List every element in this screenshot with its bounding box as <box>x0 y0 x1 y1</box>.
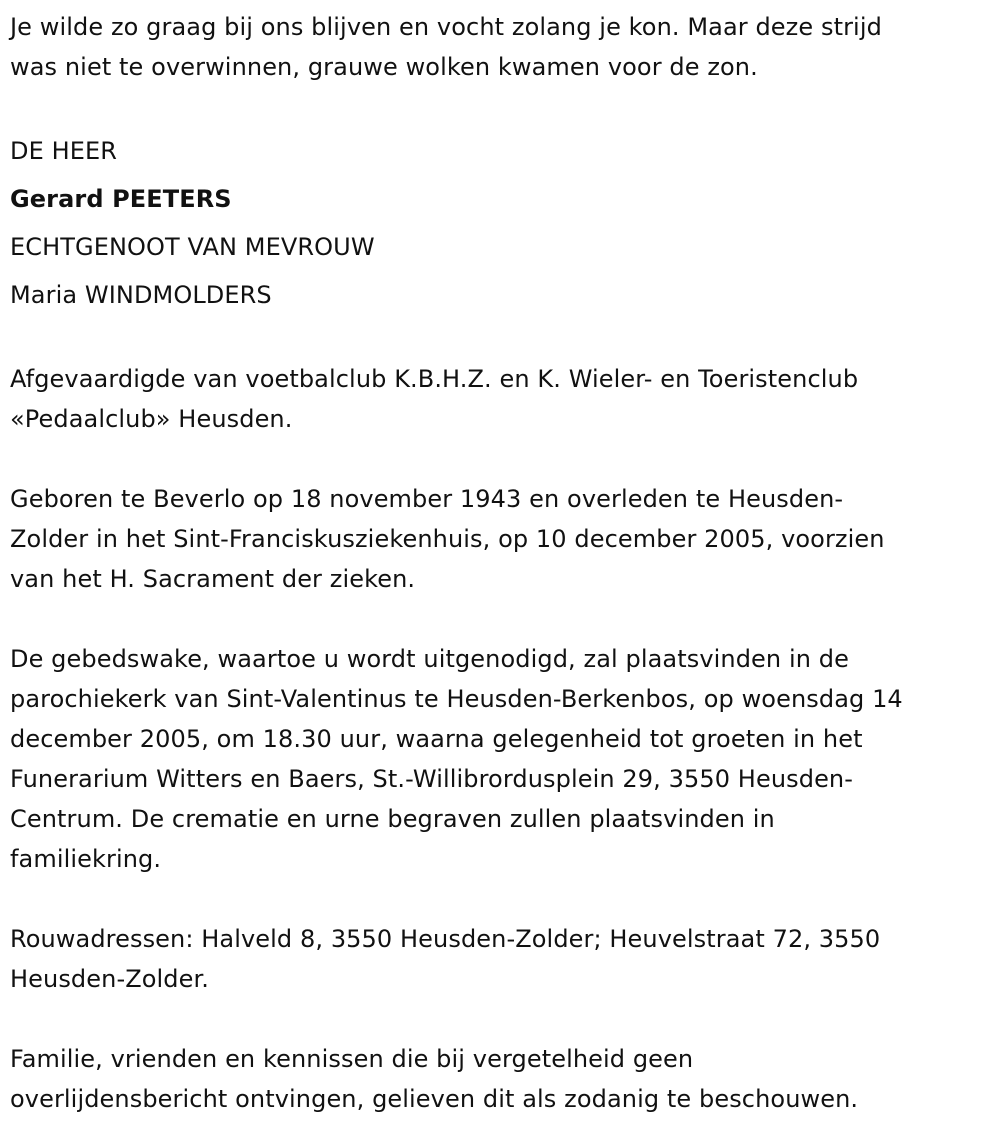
paragraph-line: Geboren te Beverlo op 18 november 1943 en overleden te Heusden- <box>10 485 844 513</box>
paragraph-line: Afgevaardigde van voetbalclub K.B.H.Z. en K. Wieler- en Toeristenclub <box>10 365 859 393</box>
paragraph-line: De gebedswake, waartoe u wordt uitgenodigd, zal plaatsvinden in de <box>10 645 849 673</box>
paragraph-line: Centrum. De crematie en urne begraven zullen plaatsvinden in <box>10 805 775 833</box>
paragraph-line: december 2005, om 18.30 uur, waarna gelegenheid tot groeten in het <box>10 725 863 753</box>
affiliation-paragraph <box>10 359 990 439</box>
closing-paragraph <box>10 1039 990 1119</box>
paragraph-line: van het H. Sacrament der zieken. <box>10 565 416 593</box>
paragraph-line: familiekring. <box>10 845 162 873</box>
opening-poem <box>10 7 990 87</box>
address-paragraph <box>10 919 990 999</box>
paragraph-line: «Pedaalclub» Heusden. <box>10 405 293 433</box>
ceremony-paragraph <box>10 639 990 879</box>
deceased-header <box>10 127 990 319</box>
poem-line: was niet te overwinnen, grauwe wolken kwamen voor de zon. <box>10 53 758 81</box>
paragraph-line: Rouwadressen: Halveld 8, 3550 Heusden-Zolder; Heuvelstraat 72, 3550 <box>10 925 881 953</box>
poem-line: Je wilde zo graag bij ons blijven en vocht zolang je kon. Maar deze strijd <box>10 13 882 41</box>
paragraph-line: parochiekerk van Sint-Valentinus te Heusden-Berkenbos, op woensdag 14 <box>10 685 903 713</box>
deceased-name: Gerard PEETERS <box>10 185 232 213</box>
paragraph-line: Familie, vrienden en kennissen die bij vergetelheid geen <box>10 1045 694 1073</box>
birth-death-paragraph <box>10 479 990 599</box>
spouse-name: Maria WINDMOLDERS <box>10 281 272 309</box>
paragraph-line: Heusden-Zolder. <box>10 965 209 993</box>
paragraph-line: Zolder in het Sint-Franciskusziekenhuis, op 10 december 2005, voorzien <box>10 525 885 553</box>
paragraph-line: overlijdensbericht ontvingen, gelieven dit als zodanig te beschouwen. <box>10 1085 859 1113</box>
relation-label: ECHTGENOOT VAN MEVROUW <box>10 233 375 261</box>
title-prefix: DE HEER <box>10 137 118 165</box>
paragraph-line: Funerarium Witters en Baers, St.-Willibrordusplein 29, 3550 Heusden- <box>10 765 854 793</box>
